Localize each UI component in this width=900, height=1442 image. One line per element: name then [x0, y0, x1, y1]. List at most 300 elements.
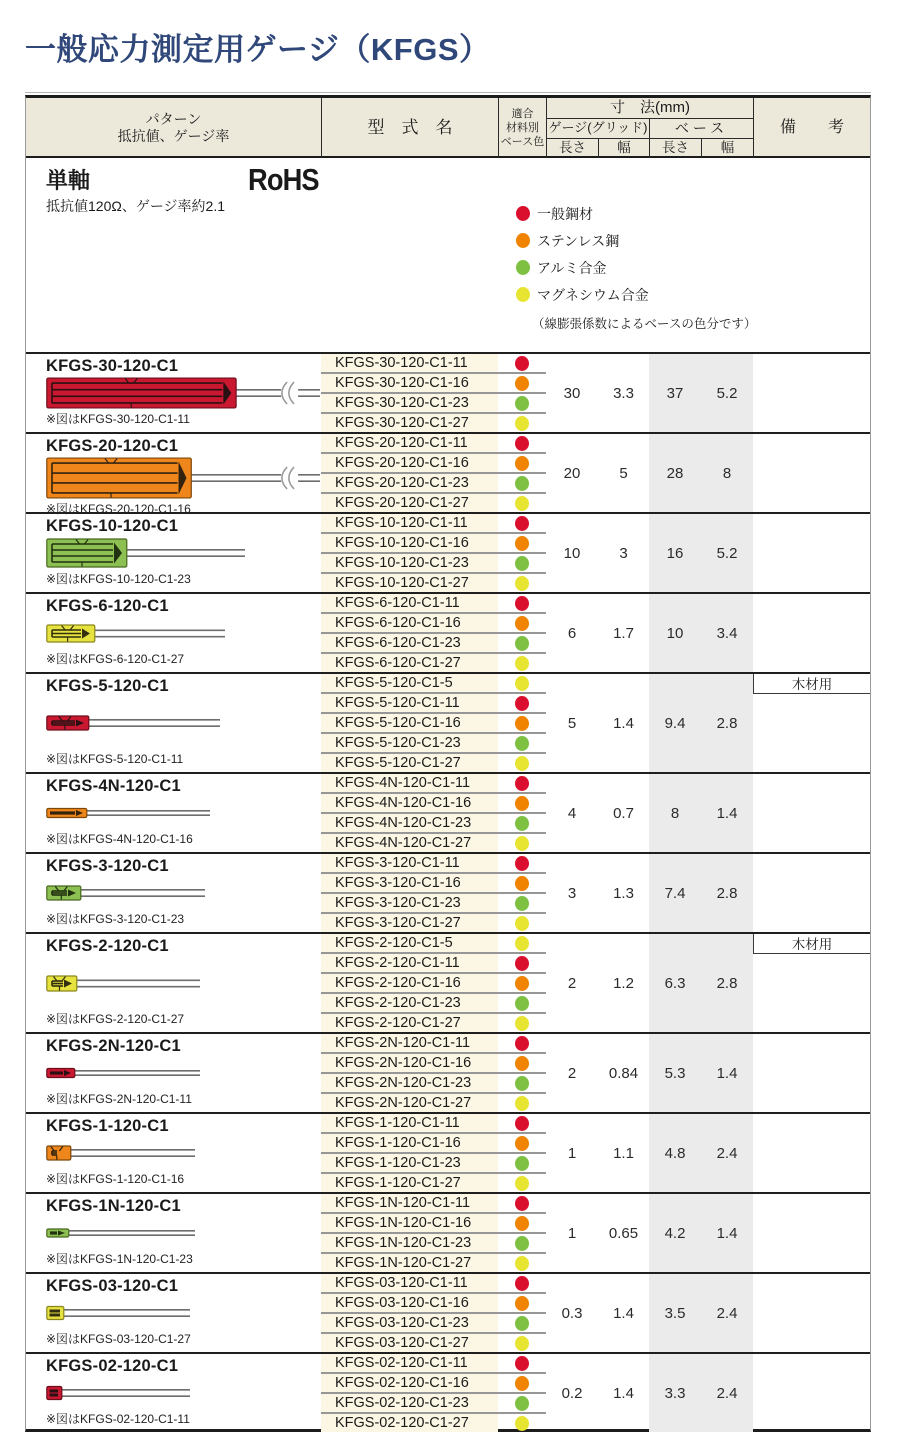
model-name-cell: KFGS-2-120-C1-5	[321, 934, 498, 952]
pattern-cell	[26, 1034, 321, 1112]
remarks-cell	[753, 934, 870, 1032]
table-row	[321, 814, 546, 834]
base-width-cell: 2.8	[701, 674, 753, 772]
gauge-pattern-image	[46, 974, 201, 993]
table-row	[321, 894, 546, 914]
model-name-cell: KFGS-20-120-C1-23	[321, 474, 498, 492]
model-name-cell: KFGS-2-120-C1-11	[321, 954, 498, 972]
pattern-caption: ※図はKFGS-4N-120-C1-16	[46, 832, 193, 846]
model-name-cell: KFGS-02-120-C1-16	[321, 1374, 498, 1392]
product-group	[26, 1112, 870, 1192]
table-row	[321, 1014, 546, 1032]
model-name-cell: KFGS-30-120-C1-23	[321, 394, 498, 412]
table-row	[321, 954, 546, 974]
base-color-cell	[498, 354, 546, 372]
legend-item	[516, 254, 756, 281]
table-row	[321, 554, 546, 574]
material-legend	[516, 200, 756, 332]
product-name: KFGS-4N-120-C1	[46, 777, 181, 795]
header-base-length: 長さ	[649, 138, 701, 158]
base-width-cell: 2.4	[701, 1354, 753, 1432]
table-row	[321, 534, 546, 554]
legend-items	[516, 200, 756, 308]
model-name-cell: KFGS-6-120-C1-16	[321, 614, 498, 632]
legend-item	[516, 281, 756, 308]
base-color-cell	[498, 854, 546, 872]
base-color-dot-icon	[515, 456, 529, 471]
base-color-dot-icon	[515, 1156, 529, 1171]
model-name-cell: KFGS-20-120-C1-27	[321, 494, 498, 512]
model-name-cell: KFGS-3-120-C1-16	[321, 874, 498, 892]
pattern-image-wrap	[46, 1376, 321, 1410]
model-name-cell: KFGS-10-120-C1-11	[321, 514, 498, 532]
base-color-dot-icon	[515, 1216, 529, 1231]
table-row	[321, 1294, 546, 1314]
table-header	[26, 98, 870, 158]
gauge-width-cell: 1.4	[613, 1384, 634, 1402]
remarks-cell	[753, 1274, 870, 1352]
model-name-cell: KFGS-2N-120-C1-16	[321, 1054, 498, 1072]
model-name-cell: KFGS-1N-120-C1-16	[321, 1214, 498, 1232]
base-color-cell	[498, 574, 546, 592]
legend-label: マグネシウム合金	[537, 286, 649, 303]
table-row	[321, 854, 546, 874]
gauge-width-cell: 1.2	[613, 974, 634, 992]
base-color-cell	[498, 1334, 546, 1352]
header-base-color-line1: 適合	[511, 107, 534, 120]
pattern-caption: ※図はKFGS-2N-120-C1-11	[46, 1092, 192, 1106]
pattern-caption: ※図はKFGS-20-120-C1-16	[46, 502, 191, 516]
gauge-pattern-image	[46, 1064, 201, 1082]
base-color-cell	[498, 674, 546, 692]
base-color-cell	[498, 1194, 546, 1212]
base-length-cell: 28	[649, 434, 701, 512]
table-row	[321, 434, 546, 454]
base-color-dot-icon	[515, 776, 529, 791]
gauge-width-cell: 3	[619, 544, 628, 562]
gauge-length-cell: 5	[567, 714, 577, 732]
table-row	[321, 974, 546, 994]
base-color-cell	[498, 594, 546, 612]
base-length-cell: 6.3	[649, 934, 701, 1032]
gauge-width-cell: 3.3	[613, 384, 634, 402]
remarks-cell	[753, 594, 870, 672]
section-title: 単軸	[46, 168, 91, 193]
base-color-cell	[498, 874, 546, 892]
legend-dot-icon	[516, 287, 530, 302]
table-row	[321, 1314, 546, 1334]
table-row	[321, 1054, 546, 1074]
product-group	[26, 772, 870, 852]
header-base-color-line2: 材料別	[506, 121, 539, 134]
base-color-dot-icon	[515, 476, 529, 491]
base-color-dot-icon	[515, 616, 529, 631]
base-width-cell: 2.8	[701, 854, 753, 932]
base-color-cell	[498, 1414, 546, 1432]
base-color-dot-icon	[515, 556, 529, 571]
gauge-pattern-image	[46, 537, 246, 569]
base-width-cell: 8	[701, 434, 753, 512]
base-color-dot-icon	[515, 696, 529, 711]
base-width-cell: 2.4	[701, 1114, 753, 1192]
header-pattern-line1: パターン	[145, 110, 202, 127]
legend-label: 一般鋼材	[537, 205, 593, 222]
remarks-cell	[753, 774, 870, 852]
product-group	[26, 1032, 870, 1112]
base-color-cell	[498, 1394, 546, 1412]
base-color-dot-icon	[515, 1316, 529, 1331]
pattern-image-wrap	[46, 376, 321, 410]
base-color-cell	[498, 694, 546, 712]
product-name: KFGS-6-120-C1	[46, 597, 169, 615]
product-name: KFGS-20-120-C1	[46, 437, 179, 455]
gauge-length-cell: 20	[563, 464, 581, 482]
table-row	[321, 834, 546, 852]
product-group	[26, 932, 870, 1032]
table-row	[321, 874, 546, 894]
pattern-caption: ※図はKFGS-10-120-C1-23	[46, 572, 191, 586]
model-name-cell: KFGS-1-120-C1-23	[321, 1154, 498, 1172]
product-name: KFGS-5-120-C1	[46, 677, 169, 695]
pattern-caption: ※図はKFGS-30-120-C1-11	[46, 412, 190, 426]
base-color-dot-icon	[515, 756, 529, 771]
gauge-width-cell: 1.7	[613, 624, 634, 642]
table-row	[321, 1234, 546, 1254]
header-gauge-length: 長さ	[546, 138, 598, 158]
base-color-dot-icon	[515, 436, 529, 451]
pattern-image-wrap	[46, 536, 321, 570]
pattern-image-wrap	[46, 1136, 321, 1170]
table-row	[321, 594, 546, 614]
pattern-cell	[26, 774, 321, 852]
model-name-cell: KFGS-6-120-C1-11	[321, 594, 498, 612]
table-row	[321, 714, 546, 734]
model-name-cell: KFGS-10-120-C1-23	[321, 554, 498, 572]
remarks-cell	[753, 1194, 870, 1272]
header-remarks: 備 考	[753, 98, 870, 158]
base-color-cell	[498, 494, 546, 512]
model-name-cell: KFGS-02-120-C1-23	[321, 1394, 498, 1412]
base-color-cell	[498, 434, 546, 452]
remarks-cell	[753, 854, 870, 932]
base-color-cell	[498, 734, 546, 752]
pattern-caption: ※図はKFGS-02-120-C1-11	[46, 1412, 190, 1426]
base-color-cell	[498, 714, 546, 732]
product-name: KFGS-02-120-C1	[46, 1357, 179, 1375]
base-color-cell	[498, 1294, 546, 1312]
model-rows	[321, 934, 546, 1032]
table-row	[321, 354, 546, 374]
product-group	[26, 512, 870, 592]
product-name: KFGS-03-120-C1	[46, 1277, 179, 1295]
pattern-caption: ※図はKFGS-3-120-C1-23	[46, 912, 185, 926]
pattern-image-wrap	[46, 876, 321, 910]
gauge-pattern-image	[46, 1384, 191, 1402]
product-group	[26, 592, 870, 672]
header-gauge-grid: ゲージ(グリッド)	[546, 118, 649, 138]
gauge-length-cell: 4	[567, 804, 577, 822]
table-row	[321, 994, 546, 1014]
base-length-cell: 16	[649, 514, 701, 592]
base-color-dot-icon	[515, 816, 529, 831]
model-rows	[321, 1034, 546, 1112]
table-row	[321, 1034, 546, 1054]
header-gauge-width: 幅	[598, 138, 649, 158]
base-color-dot-icon	[515, 1396, 529, 1411]
gauge-pattern-image	[46, 1224, 196, 1242]
header-pattern	[26, 98, 321, 158]
gauge-length-cell: 1	[567, 1144, 577, 1162]
table-row	[321, 394, 546, 414]
base-color-dot-icon	[515, 996, 529, 1011]
base-color-cell	[498, 994, 546, 1012]
gauge-pattern-image	[46, 714, 221, 732]
pattern-cell	[26, 594, 321, 672]
base-color-cell	[498, 554, 546, 572]
gauge-width-cell: 5	[619, 464, 628, 482]
base-width-cell: 2.4	[701, 1274, 753, 1352]
base-color-cell	[498, 614, 546, 632]
model-name-cell: KFGS-1N-120-C1-11	[321, 1194, 498, 1212]
header-base-width: 幅	[701, 138, 753, 158]
base-color-dot-icon	[515, 676, 529, 691]
base-color-dot-icon	[515, 856, 529, 871]
model-name-cell: KFGS-5-120-C1-23	[321, 734, 498, 752]
base-color-cell	[498, 794, 546, 812]
table-row	[321, 1374, 546, 1394]
header-base: ベース	[649, 118, 753, 138]
remarks-cell	[753, 354, 870, 432]
header-model: 型 式 名	[321, 98, 498, 158]
base-color-dot-icon	[515, 836, 529, 851]
pattern-image-wrap	[46, 796, 321, 830]
model-name-cell: KFGS-4N-120-C1-16	[321, 794, 498, 812]
model-name-cell: KFGS-1N-120-C1-23	[321, 1234, 498, 1252]
base-length-cell: 3.3	[649, 1354, 701, 1432]
legend-label: ステンレス鋼	[537, 232, 620, 249]
pattern-cell	[26, 1194, 321, 1272]
base-color-dot-icon	[515, 1276, 529, 1291]
base-length-cell: 7.4	[649, 854, 701, 932]
model-name-cell: KFGS-2-120-C1-23	[321, 994, 498, 1012]
product-group	[26, 1352, 870, 1432]
base-color-dot-icon	[515, 896, 529, 911]
model-name-cell: KFGS-2N-120-C1-23	[321, 1074, 498, 1092]
base-color-dot-icon	[515, 916, 529, 931]
base-color-cell	[498, 1234, 546, 1252]
base-width-cell: 2.8	[701, 934, 753, 1032]
header-base-color	[498, 98, 546, 158]
base-color-dot-icon	[515, 1336, 529, 1351]
pattern-cell	[26, 934, 321, 1032]
legend-item	[516, 200, 756, 227]
gauge-length-cell: 10	[563, 544, 581, 562]
remarks-cell	[753, 514, 870, 592]
base-length-cell: 9.4	[649, 674, 701, 772]
pattern-image-wrap	[46, 956, 321, 1010]
product-group	[26, 352, 870, 432]
table-row	[321, 454, 546, 474]
base-color-cell	[498, 454, 546, 472]
legend-item	[516, 227, 756, 254]
model-name-cell: KFGS-6-120-C1-23	[321, 634, 498, 652]
base-color-dot-icon	[515, 1296, 529, 1311]
base-length-cell: 5.3	[649, 1034, 701, 1112]
gauge-length-cell: 2	[567, 1064, 577, 1082]
gauge-pattern-image	[46, 884, 206, 902]
table-row	[321, 574, 546, 592]
model-name-cell: KFGS-02-120-C1-11	[321, 1354, 498, 1372]
model-rows	[321, 674, 546, 772]
model-rows	[321, 434, 546, 512]
model-name-cell: KFGS-10-120-C1-27	[321, 574, 498, 592]
product-group	[26, 1192, 870, 1272]
table-row	[321, 374, 546, 394]
base-color-dot-icon	[515, 416, 529, 431]
table-row	[321, 674, 546, 694]
product-group	[26, 1272, 870, 1352]
table-row	[321, 1094, 546, 1112]
base-color-dot-icon	[515, 1056, 529, 1071]
pattern-image-wrap	[46, 456, 321, 500]
gauge-width-cell: 1.3	[613, 884, 634, 902]
model-name-cell: KFGS-2-120-C1-16	[321, 974, 498, 992]
base-color-cell	[498, 1174, 546, 1192]
model-rows	[321, 594, 546, 672]
base-color-dot-icon	[515, 876, 529, 891]
pattern-caption: ※図はKFGS-1-120-C1-16	[46, 1172, 185, 1186]
table-row	[321, 914, 546, 932]
table-row	[321, 934, 546, 954]
product-name: KFGS-2-120-C1	[46, 937, 169, 955]
table-row	[321, 1254, 546, 1272]
table-row	[321, 1174, 546, 1192]
pattern-image-wrap	[46, 1296, 321, 1330]
table-row	[321, 414, 546, 432]
table-row	[321, 1334, 546, 1352]
model-name-cell: KFGS-1N-120-C1-27	[321, 1254, 498, 1272]
table-row	[321, 1134, 546, 1154]
base-length-cell: 37	[649, 354, 701, 432]
model-name-cell: KFGS-20-120-C1-11	[321, 434, 498, 452]
remark-box: 木材用	[753, 674, 870, 694]
base-color-cell	[498, 1354, 546, 1372]
pattern-caption: ※図はKFGS-5-120-C1-11	[46, 752, 184, 766]
base-color-cell	[498, 414, 546, 432]
base-color-cell	[498, 1274, 546, 1292]
table-body	[26, 352, 870, 1432]
base-width-cell: 1.4	[701, 1194, 753, 1272]
base-color-dot-icon	[515, 576, 529, 591]
gauge-pattern-image	[46, 1304, 191, 1322]
base-color-cell	[498, 1114, 546, 1132]
header-base-color-line3: ベース色	[500, 136, 545, 149]
base-width-cell: 1.4	[701, 774, 753, 852]
base-color-cell	[498, 754, 546, 772]
gauge-length-cell: 6	[567, 624, 577, 642]
table-row	[321, 1114, 546, 1134]
base-color-dot-icon	[515, 1136, 529, 1151]
table-row	[321, 754, 546, 772]
model-rows	[321, 1194, 546, 1272]
section-subtitle: 抵抗値120Ω、ゲージ率約2.1	[46, 198, 226, 214]
base-color-cell	[498, 914, 546, 932]
base-color-cell	[498, 1074, 546, 1092]
base-color-dot-icon	[515, 1036, 529, 1051]
gauge-width-cell: 0.84	[608, 1064, 639, 1082]
base-color-dot-icon	[515, 1256, 529, 1271]
table-row	[321, 494, 546, 512]
gauge-width-cell: 0.65	[608, 1224, 639, 1242]
model-rows	[321, 1354, 546, 1432]
header-dimensions: 寸 法(mm)	[546, 98, 753, 118]
pattern-image-wrap	[46, 616, 321, 650]
table-row	[321, 1074, 546, 1094]
base-color-cell	[498, 934, 546, 952]
base-length-cell: 3.5	[649, 1274, 701, 1352]
base-color-cell	[498, 514, 546, 532]
gauge-length-cell: 30	[563, 384, 581, 402]
pattern-cell	[26, 1274, 321, 1352]
base-width-cell: 1.4	[701, 1034, 753, 1112]
product-name: KFGS-2N-120-C1	[46, 1037, 181, 1055]
model-name-cell: KFGS-1-120-C1-11	[321, 1114, 498, 1132]
model-name-cell: KFGS-5-120-C1-11	[321, 694, 498, 712]
table-row	[321, 1394, 546, 1414]
table-row	[321, 514, 546, 534]
model-name-cell: KFGS-10-120-C1-16	[321, 534, 498, 552]
model-name-cell: KFGS-03-120-C1-27	[321, 1334, 498, 1352]
header-pattern-line2: 抵抗値、ゲージ率	[117, 128, 230, 144]
product-group	[26, 432, 870, 516]
base-color-dot-icon	[515, 396, 529, 411]
pattern-image-wrap	[46, 1216, 321, 1250]
base-color-cell	[498, 974, 546, 992]
gauge-width-cell: 1.1	[613, 1144, 634, 1162]
base-color-dot-icon	[515, 1176, 529, 1191]
remarks-cell	[753, 434, 870, 512]
model-name-cell: KFGS-6-120-C1-27	[321, 654, 498, 672]
base-width-cell: 5.2	[701, 354, 753, 432]
remarks-cell	[753, 1114, 870, 1192]
model-name-cell: KFGS-30-120-C1-16	[321, 374, 498, 392]
model-name-cell: KFGS-2N-120-C1-27	[321, 1094, 498, 1112]
base-color-dot-icon	[515, 1416, 529, 1431]
model-rows	[321, 1114, 546, 1192]
gauge-length-cell: 2	[567, 974, 577, 992]
base-color-cell	[498, 954, 546, 972]
table-row	[321, 1154, 546, 1174]
base-color-cell	[498, 394, 546, 412]
base-length-cell: 4.2	[649, 1194, 701, 1272]
base-color-dot-icon	[515, 1376, 529, 1391]
gauge-pattern-image	[46, 1144, 196, 1162]
model-name-cell: KFGS-03-120-C1-11	[321, 1274, 498, 1292]
table-row	[321, 1214, 546, 1234]
base-color-dot-icon	[515, 1096, 529, 1111]
base-color-dot-icon	[515, 1116, 529, 1131]
model-name-cell: KFGS-5-120-C1-27	[321, 754, 498, 772]
base-color-cell	[498, 534, 546, 552]
gauge-length-cell: 1	[567, 1224, 577, 1242]
product-name: KFGS-1N-120-C1	[46, 1197, 181, 1215]
table-row	[321, 634, 546, 654]
base-color-cell	[498, 1374, 546, 1392]
model-name-cell: KFGS-20-120-C1-16	[321, 454, 498, 472]
base-color-cell	[498, 1054, 546, 1072]
base-color-dot-icon	[515, 976, 529, 991]
gauge-width-cell: 1.4	[613, 1304, 634, 1322]
